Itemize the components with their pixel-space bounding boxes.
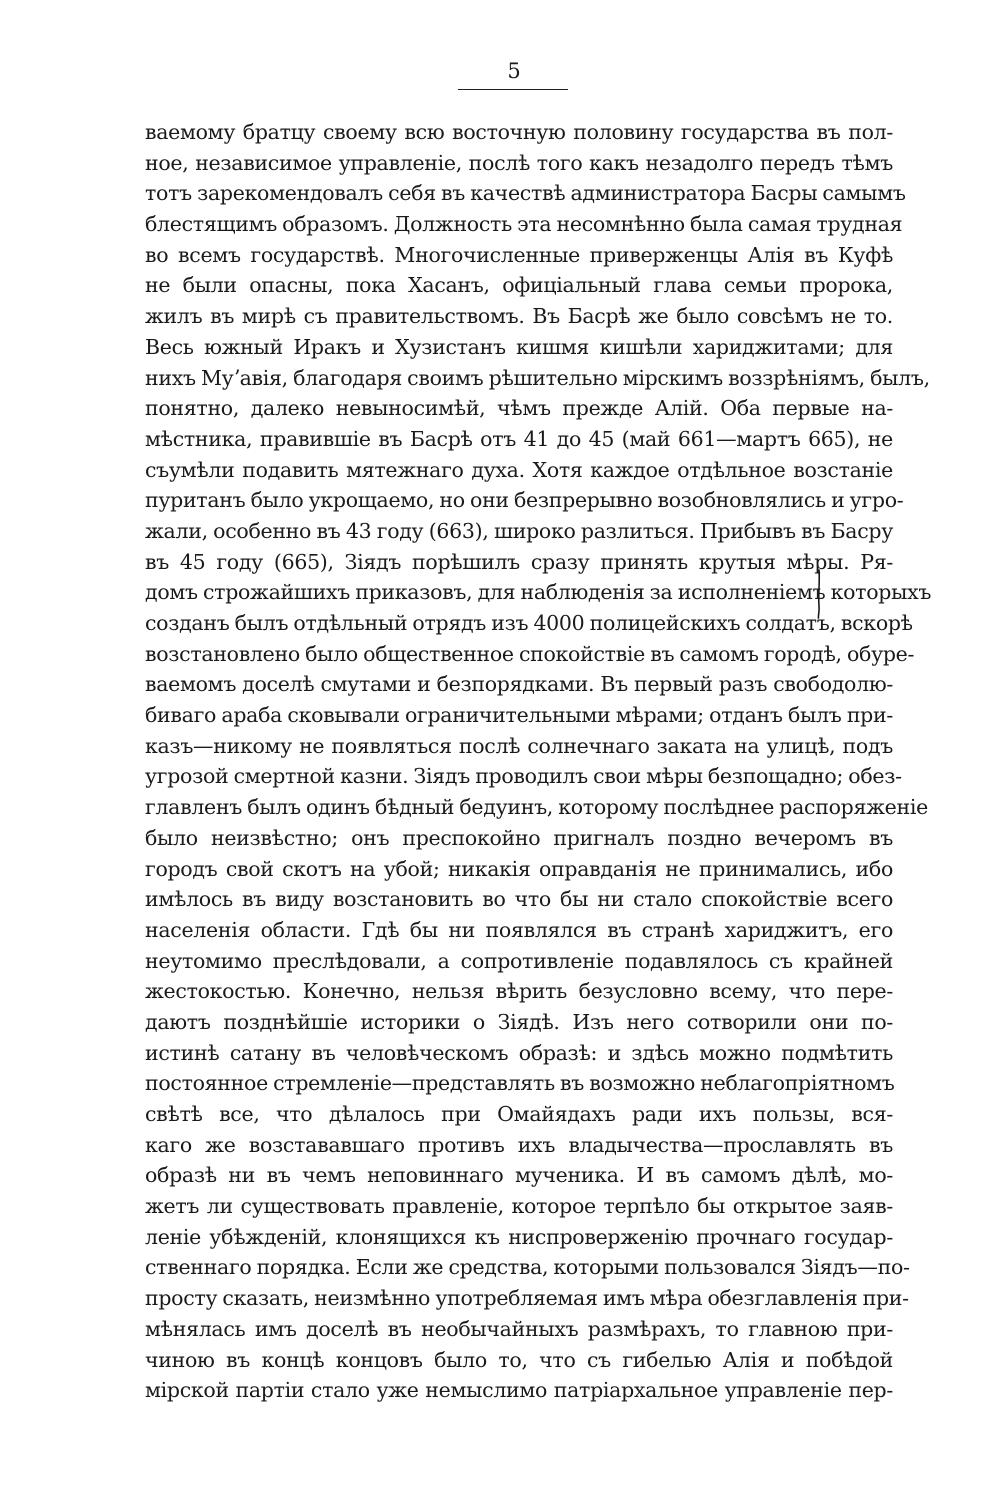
text-line: биваго араба сковывали ограничительными мѣрами; отданъ былъ при-: [145, 703, 893, 728]
text-line: жестокостью. Конечно, нельзя вѣрить безусловно всему, что пере-: [145, 979, 893, 1004]
text-line: нихъ Муʼавія, благодаря своимъ рѣшительно мірскимъ воззрѣніямъ, былъ,: [145, 365, 930, 390]
text-line: образѣ ни въ чемъ неповиннаго мученика. И въ самомъ дѣлѣ, мо-: [145, 1163, 893, 1188]
text-line: неутомимо преслѣдовали, а сопротивленіе подавлялось съ крайней: [145, 948, 893, 973]
text-line: главленъ былъ одинъ бѣдный бедуинъ, которому послѣднее распоряженіе: [145, 795, 928, 820]
text-line: жали, особенно въ 43 году (663), широко разлиться. Прибывъ въ Басру: [145, 518, 893, 543]
body-text: [145, 117, 932, 1406]
text-line: каго же возстававшаго противъ ихъ владычества—прославлять въ: [145, 1132, 893, 1157]
text-line: даютъ позднѣйшіе историки о Зіядѣ. Изъ него сотворили они по-: [145, 1009, 893, 1034]
text-line: Весь южный Иракъ и Хузистанъ кишмя кишѣли хариджитами; для: [145, 334, 893, 359]
text-line: блестящимъ образомъ. Должность эта несомнѣнно была самая трудная: [145, 212, 903, 237]
text-line: жетъ ли существовать правленіе, которое терпѣло бы открытое заяв-: [145, 1194, 893, 1219]
text-line: имѣлось въ виду возстановить во что бы ни стало спокойствіе всего: [145, 887, 893, 912]
text-line: домъ строжайшихъ приказовъ, для наблюденія за исполненіемъ которыхъ: [145, 580, 932, 605]
text-line: мірской партіи стало уже немыслимо патріархальное управленіе пер-: [145, 1378, 893, 1403]
text-line: ваемомъ доселѣ смутами и безпорядками. Въ первый разъ свободолю-: [145, 672, 893, 697]
text-line: въ 45 году (665), Зіядъ порѣшилъ сразу принять крутыя мѣры. Ря-: [145, 549, 893, 574]
header-rule: [458, 89, 568, 90]
text-line: возстановлено было общественное спокойствіе въ самомъ городѣ, обуре-: [145, 641, 915, 666]
pen-mark: [816, 568, 822, 620]
text-line: истинѣ сатану въ человѣческомъ образѣ: и здѣсь можно подмѣтить: [145, 1040, 893, 1065]
text-line: ное, независимое управленіе, послѣ того какъ незадолго передъ тѣмъ: [145, 150, 893, 175]
text-line: чиною въ концѣ концовъ было то, что съ гибелью Алія и побѣдой: [145, 1347, 893, 1372]
text-line: мѣнялась имъ доселѣ въ необычайныхъ размѣрахъ, то главною при-: [145, 1316, 893, 1341]
text-line: жилъ въ мирѣ съ правительствомъ. Въ Басрѣ же было совсѣмъ не то.: [145, 304, 893, 329]
text-line: созданъ былъ отдѣльный отрядъ изъ 4000 полицейскихъ солдатъ, вскорѣ: [145, 611, 913, 635]
text-line: казъ—никому не появляться послѣ солнечнаго заката на улицѣ, подъ: [145, 733, 893, 758]
text-line: просту сказать, неизмѣнно употребляемая имъ мѣра обезглавленія при-: [145, 1286, 909, 1311]
page-number: 5: [507, 59, 521, 83]
text-line: леніе убѣжденій, клонящихся къ ниспроверженію прочнаго государ-: [145, 1224, 893, 1249]
text-line: съумѣли подавить мятежнаго духа. Хотя каждое отдѣльное возстаніе: [145, 457, 893, 482]
text-line: населенія области. Гдѣ бы ни появлялся въ странѣ хариджитъ, его: [145, 917, 893, 942]
text-line: угрозой смертной казни. Зіядъ проводилъ свои мѣры безпощадно; обез-: [145, 764, 902, 789]
text-line: понятно, далеко невыносимѣй, чѣмъ прежде Алій. Оба первые на-: [145, 396, 893, 421]
text-line: пуританъ было укрощаемо, но они безпрерывно возобновлялись и угро-: [145, 488, 904, 513]
text-line: городъ свой скотъ на убой; никакія оправданія не принимались, ибо: [145, 856, 893, 881]
text-line: ственнаго порядка. Если же средства, которыми пользовался Зіядъ—по-: [145, 1255, 910, 1280]
text-line: постоянное стремленіе—представлять въ возможно неблагопріятномъ: [145, 1071, 895, 1096]
text-line: ваемому братцу своему всю восточную половину государства въ пол-: [145, 120, 893, 144]
text-line: тотъ зарекомендовалъ себя въ качествѣ администратора Басры самымъ: [145, 181, 906, 206]
text-line: мѣстника, правившіе въ Басрѣ отъ 41 до 45 (май 661—мартъ 665), не: [145, 426, 893, 451]
text-line: было неизвѣстно; онъ преспокойно пригналъ поздно вечеромъ въ: [145, 825, 893, 850]
text-line: во всемъ государствѣ. Многочисленные приверженцы Алія въ Куфѣ: [145, 242, 893, 267]
text-line: не были опасны, пока Хасанъ, офиціальный глава семьи пророка,: [145, 273, 893, 298]
text-line: свѣтѣ все, что дѣлалось при Омайядахъ ради ихъ пользы, вся-: [145, 1102, 893, 1126]
